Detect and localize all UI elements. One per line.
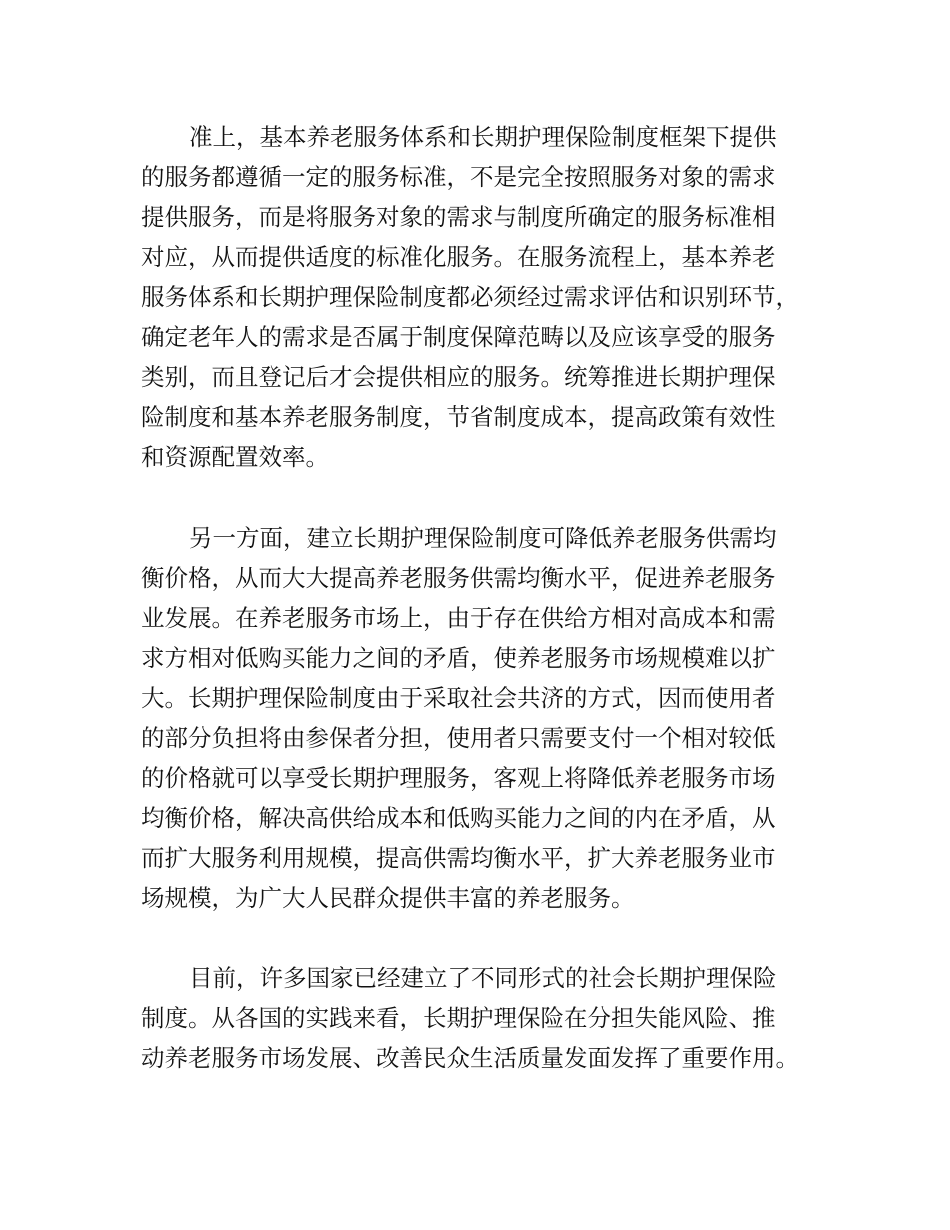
text-line: 的部分负担将由参保者分担，使用者只需要支付一个相对较低 — [141, 724, 776, 752]
text-line: 的服务都遵循一定的服务标准，不是完全按照服务对象的需求 — [141, 163, 776, 191]
text-line: 确定老年人的需求是否属于制度保障范畴以及应该享受的服务 — [141, 323, 776, 351]
text-line: 类别，而且登记后才会提供相应的服务。统筹推进长期护理保 — [141, 363, 776, 391]
text-line: 求方相对低购买能力之间的矛盾，使养老服务市场规模难以扩 — [141, 644, 776, 672]
text-line: 业发展。在养老服务市场上，由于存在供给方相对高成本和需 — [141, 604, 776, 632]
text-line: 和资源配置效率。 — [141, 443, 329, 471]
text-line: 服务体系和长期护理保险制度都必须经过需求评估和识别环节， — [141, 283, 799, 311]
text-line: 的价格就可以享受长期护理服务，客观上将降低养老服务市场 — [141, 764, 776, 792]
text-line: 目前，许多国家已经建立了不同形式的社会长期护理保险 — [189, 964, 777, 992]
text-line: 对应，从而提供适度的标准化服务。在服务流程上，基本养老 — [141, 243, 776, 271]
text-line: 另一方面，建立长期护理保险制度可降低养老服务供需均 — [189, 524, 777, 552]
text-line: 场规模，为广大人民群众提供丰富的养老服务。 — [141, 884, 635, 912]
text-line: 提供服务，而是将服务对象的需求与制度所确定的服务标准相 — [141, 203, 776, 231]
paragraph — [141, 518, 831, 918]
paragraph — [141, 958, 831, 1078]
paragraph — [141, 117, 831, 477]
text-line: 大。长期护理保险制度由于采取社会共济的方式，因而使用者 — [141, 684, 776, 712]
text-line: 均衡价格，解决高供给成本和低购买能力之间的内在矛盾，从 — [141, 804, 776, 832]
text-line: 而扩大服务利用规模，提高供需均衡水平，扩大养老服务业市 — [141, 844, 776, 872]
text-line: 险制度和基本养老服务制度，节省制度成本，提高政策有效性 — [141, 403, 776, 431]
text-line: 制度。从各国的实践来看，长期护理保险在分担失能风险、推 — [141, 1004, 776, 1032]
text-line: 准上，基本养老服务体系和长期护理保险制度框架下提供 — [189, 123, 777, 151]
text-line: 动养老服务市场发展、改善民众生活质量发面发挥了重要作用。 — [141, 1044, 799, 1072]
text-line: 衡价格，从而大大提高养老服务供需均衡水平，促进养老服务 — [141, 564, 776, 592]
